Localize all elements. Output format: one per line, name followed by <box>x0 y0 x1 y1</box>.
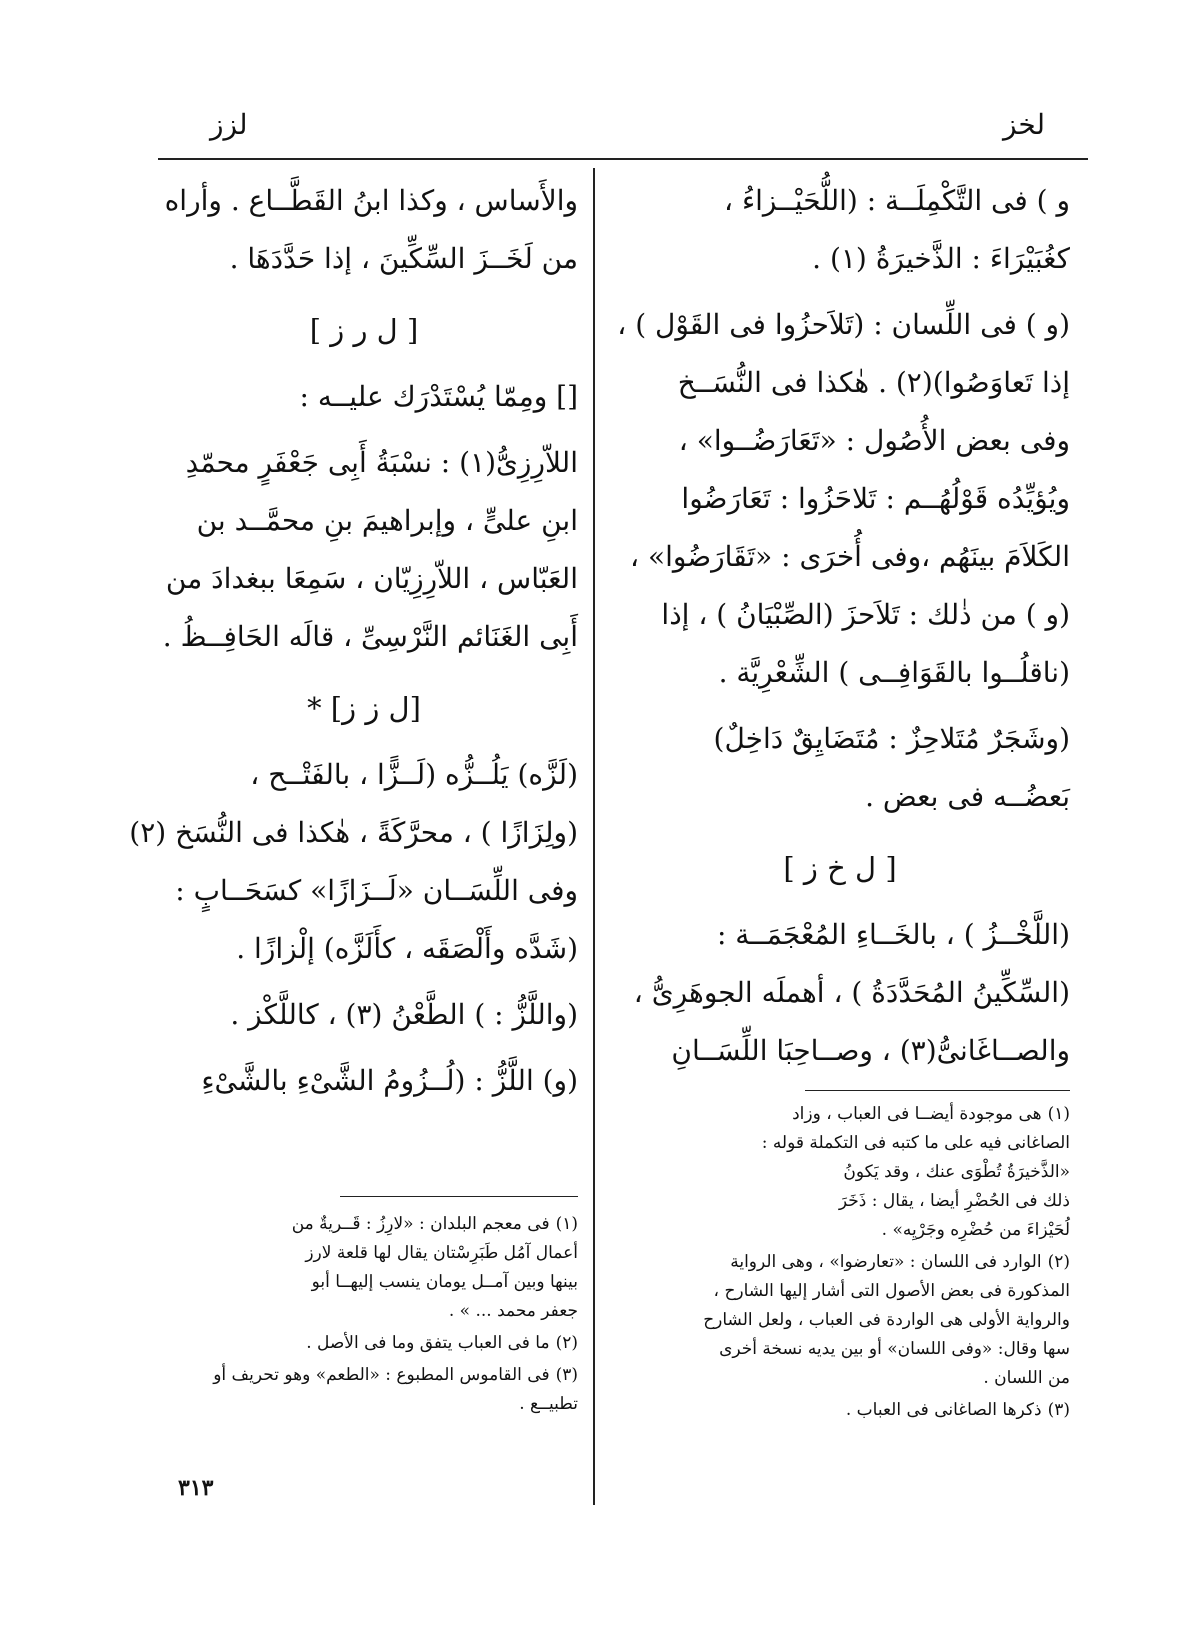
footnote-number: (١) <box>1047 1104 1070 1124</box>
footnote <box>150 1361 578 1419</box>
entry-paragraph <box>150 172 578 288</box>
entry-paragraph <box>610 710 1070 826</box>
root-heading-lrz: [ ل ر ز ] <box>309 313 419 347</box>
footnote-text: ذكرها الصاغانى فى العباب . <box>845 1400 1042 1420</box>
text-line: أَبِى الغَنَائم النَّرْسِىِّ ، قالَه الحَافِــظُ . <box>162 620 578 653</box>
header-root-left: لزز <box>210 108 248 141</box>
footnote-line: من اللسان . <box>983 1368 1070 1388</box>
text-line: الكَلاَمَ بينَهُم ،وفى أُخرَى : «تَقَارَضُوا» ، <box>630 540 1070 573</box>
text-line: (السِّكِّينُ المُحَدَّدَةُ ) ، أهملَه الجوهَرِىُّ ، <box>633 976 1070 1009</box>
entry-paragraph <box>610 296 1070 702</box>
text-line: (ولِزَازًا ) ، محرَّكَةً ، هٰكذا فى النُّسَخ (٢) <box>129 816 578 849</box>
entry-paragraph <box>610 172 1070 288</box>
footnote-line: ذلك فى الحُضْرِ أيضا ، يقال : ذَخَرَ <box>838 1191 1070 1211</box>
footnote-line: أعمال آمُل طَبَرِسْتان يقال لها قلعة لارز <box>305 1243 578 1263</box>
footnote <box>150 1210 578 1326</box>
entry-paragraph <box>150 434 578 666</box>
right-column <box>610 172 1070 1088</box>
text-line: (وشَجَرٌ مُتَلاحِزٌ : مُتَضَايِقٌ دَاخِلٌ) <box>713 722 1070 755</box>
text-line: العَبّاس ، اللاّرِزِيّان ، سَمِعَا ببغدادَ من <box>165 562 578 595</box>
root-heading-lkhz: [ ل خ ز ] <box>783 851 897 885</box>
footnote-line: لُحَيْزاءَ من حُضْرِه وجَرْيِه» . <box>881 1220 1070 1240</box>
page-number: ٣١٣ <box>178 1475 214 1501</box>
column-divider <box>593 168 595 1505</box>
header-rule <box>158 158 1088 160</box>
footnote-line: والرواية الأولى هى الواردة فى العباب ، ولعل الشارح <box>703 1310 1070 1330</box>
text-line: [] ومِمّا يُسْتَدْرَك عليــه : <box>299 380 578 413</box>
entry-paragraph <box>129 746 578 978</box>
footnote <box>610 1100 1070 1245</box>
footnote-line: بينها وبين آمــل يومان ينسب إليهــا أبو <box>311 1272 578 1292</box>
text-line: (ناقلُــوا بالقَوَافِــى ) الشِّعْرِيَّة . <box>718 656 1070 689</box>
footnote-line: تطبيــع . <box>519 1394 578 1414</box>
text-line: إذا تَعاوَصُوا)(٢) . هٰكذا فى النُّسَــخ <box>677 366 1070 399</box>
footnote-line: سها وقال: «وفى اللسان» أو بين يديه نسخة أخرى <box>719 1339 1070 1359</box>
text-line: (لَزَّه) يَلُــزُّه (لَــزًّا ، بالفَتْــح ، <box>250 758 578 791</box>
entry-paragraph <box>150 1052 578 1110</box>
text-line: (اللَّخْــزُ ) ، بالخَــاءِ المُعْجَمَــة : <box>716 918 1070 951</box>
entry-paragraph <box>150 986 578 1044</box>
footnote-line: المذكورة فى بعض الأصول التى أشار إليها الشارح ، <box>713 1281 1070 1301</box>
root-heading-lzz: [ل ز ز] * <box>307 691 421 725</box>
text-line: ابنِ علىٍّ ، وإبراهيمَ بنِ محمَّــد بن <box>196 504 578 537</box>
entry-paragraph <box>150 368 578 426</box>
footnote-line <box>150 1210 578 1239</box>
text-line: ويُؤيِّدُه قَوْلُهُــم : تَلاحَزُوا : تَعَارَضُوا <box>681 482 1070 515</box>
footnote-line <box>150 1361 578 1390</box>
text-line: اللاّرِزِىُّ(١) : نسْبَةُ أَبِى جَعْفَرٍ محمّدِ <box>185 446 578 479</box>
footnote-line <box>610 1248 1070 1277</box>
footnote-text: ما فى العباب يتفق وما فى الأصل . <box>306 1333 550 1353</box>
entry-paragraph <box>610 906 1070 1080</box>
text-line: (و) اللَّزُّ : (لُــزُومُ الشَّىْءِ بالشَّىْءِ <box>201 1064 578 1097</box>
text-line: وفى اللِّسَــان «لَــزَازًا» كسَحَــابٍ : <box>175 874 578 907</box>
header-root-right: لخز <box>1002 108 1045 141</box>
footnote-rule-left <box>340 1196 578 1197</box>
footnotes-left <box>150 1210 578 1422</box>
text-line: من لَخَــزَ السِّكِّينَ ، إذا حَدَّدَهَا . <box>229 242 578 275</box>
footnote-number: (٣) <box>1047 1400 1070 1420</box>
footnote-text: الوارد فى اللسان : «تعارضوا» ، وهى الرواية <box>730 1252 1042 1272</box>
footnotes-right <box>610 1100 1070 1428</box>
footnote <box>610 1248 1070 1393</box>
text-line: (و ) من ذٰلك : تَلاَحزَ (الصِّبْيَانُ ) ، إذا <box>661 598 1070 631</box>
footnote-number: (٢) <box>555 1333 578 1353</box>
footnote-line: «الذَّخيرَةُ تُطْوَى عنك ، وقد يَكونُ <box>843 1162 1070 1182</box>
footnote-number: (٣) <box>555 1365 578 1385</box>
footnote-line <box>610 1100 1070 1129</box>
text-line: بَعضُــه فى بعض . <box>865 780 1070 813</box>
text-line: و ) فى التَّكْمِلَــة : (اللُّحَيْــزاءُ ، <box>724 184 1070 217</box>
text-line: (واللَّزُّ : ) الطَّعْنُ (٣) ، كاللَّكْز . <box>230 998 578 1031</box>
text-line: كغُبَيْرَاءَ : الذَّخيرَةُ (١) . <box>812 242 1070 275</box>
footnote-text: فى معجم البلدان : «لارِزُ : قَــريةٌ من <box>291 1214 550 1234</box>
text-line: والصــاغَانىُّ(٣) ، وصــاحِبَا اللِّسَــانِ <box>671 1034 1070 1067</box>
left-column <box>129 172 578 1118</box>
text-line: والأَساس ، وكذا ابنُ القَطَّــاع . وأراه <box>164 184 578 217</box>
footnote-text: هى موجودة أيضــا فى العباب ، وزاد <box>792 1104 1042 1124</box>
footnote-number: (٢) <box>1047 1252 1070 1272</box>
footnote-line <box>610 1396 1070 1425</box>
footnote-line <box>150 1329 578 1358</box>
footnote-rule-right <box>805 1090 1070 1091</box>
footnote <box>610 1396 1070 1425</box>
text-line: (شَدَّه وأَلْصَقَه ، كأَلَزَّه) إلْزازًا . <box>236 932 578 965</box>
text-line: (و ) فى اللِّسان : (تَلاَحزُوا فى القَوْل ) ، <box>617 308 1070 341</box>
footnote-number: (١) <box>555 1214 578 1234</box>
footnote <box>150 1329 578 1358</box>
text-line: وفى بعض الأُصُول : «تَعَارَضُــوا» ، <box>678 424 1070 457</box>
footnote-text: فى القاموس المطبوع : «الطعم» وهو تحريف أو <box>213 1365 550 1385</box>
footnote-line: جعفر محمد ... » . <box>448 1301 578 1321</box>
footnote-line: الصاغانى فيه على ما كتبه فى التكملة قوله : <box>761 1133 1070 1153</box>
